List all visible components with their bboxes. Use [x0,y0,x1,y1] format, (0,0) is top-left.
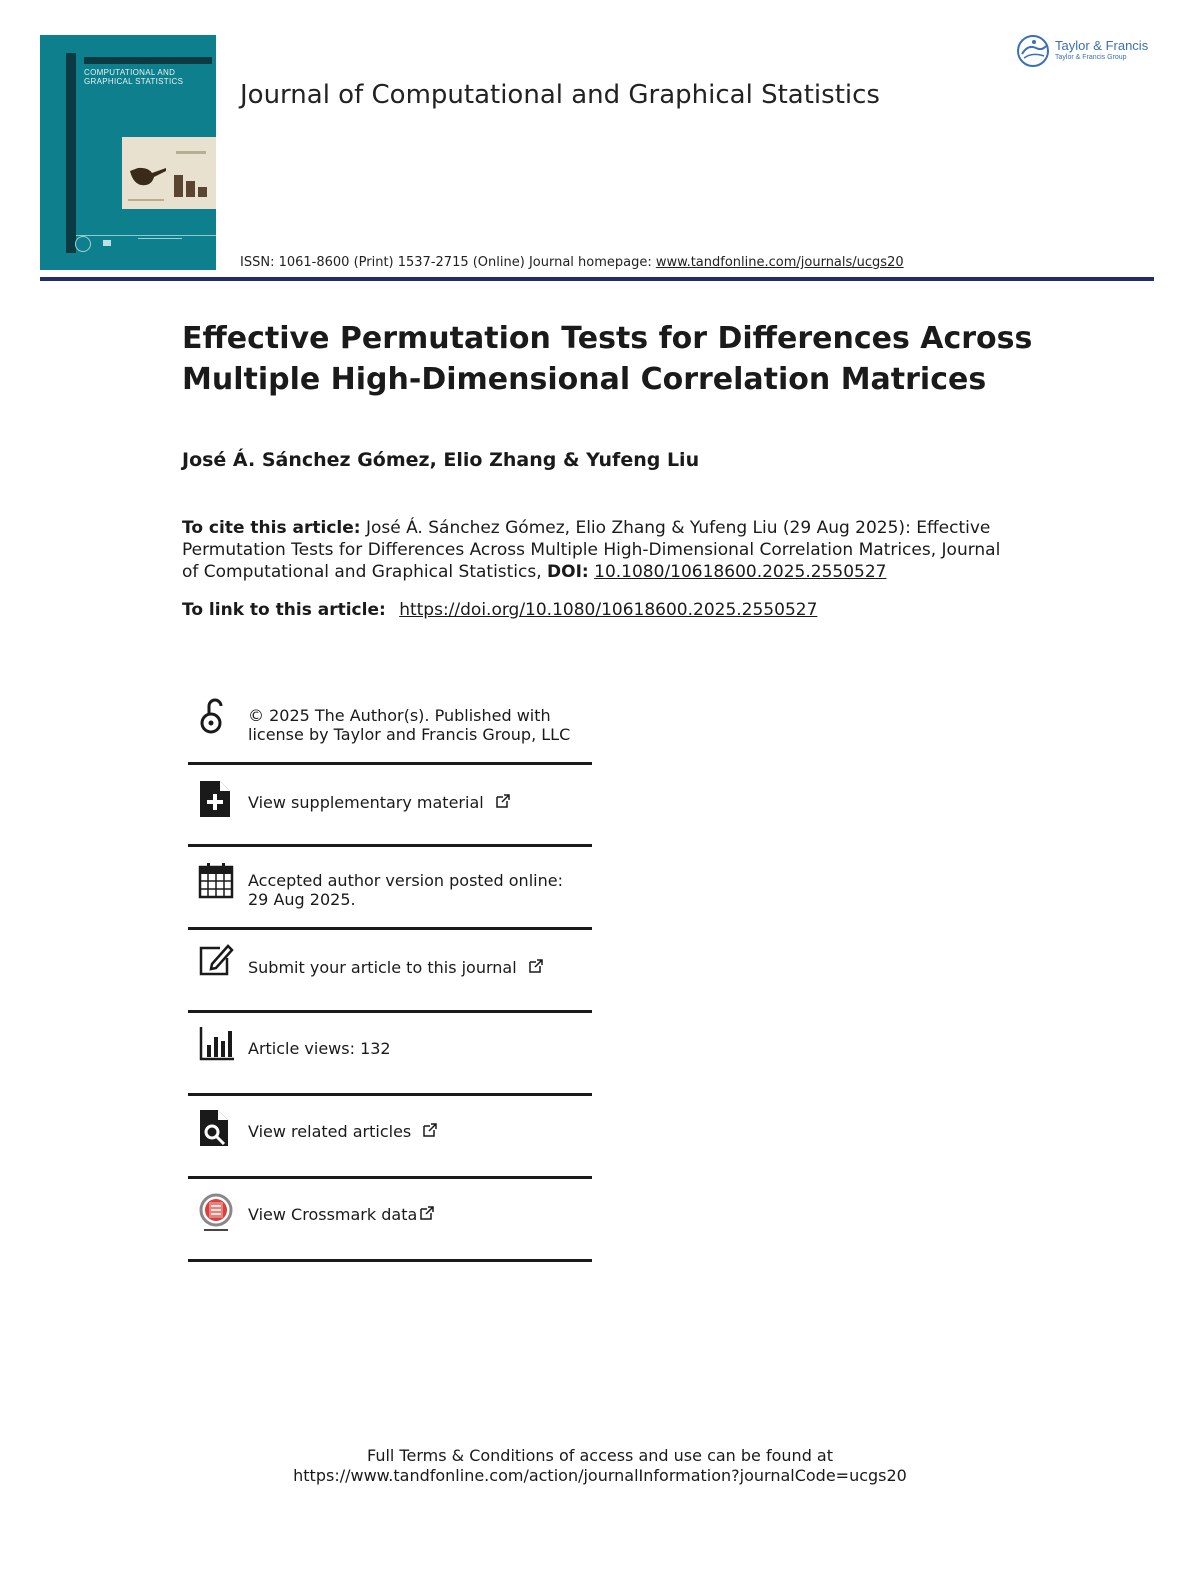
article-views-row [188,1013,592,1096]
cover-band [84,57,212,64]
cover-title-line1: COMPUTATIONAL AND [84,68,176,77]
cover-illustration [122,137,216,209]
supplementary-link[interactable] [248,793,588,812]
cite-label: To cite this article: [182,518,361,538]
cover-badge-icon [103,240,111,246]
article-doi-url[interactable]: https://doi.org/10.1080/10618600.2025.2550527 [399,600,818,620]
issn-text: ISSN: 1061-8600 (Print) 1537-2715 (Online) Journal homepage: [240,255,656,270]
cover-spine [66,53,76,253]
related-articles-label: View related articles [248,1122,412,1141]
article-views-text: Article views: 132 [248,1039,391,1058]
related-articles-link[interactable] [248,1122,588,1141]
journal-title: Journal of Computational and Graphical Statistics [240,80,880,110]
bar-chart-icon [198,1023,234,1063]
footer-terms [0,1446,1200,1486]
crossmark-icon [198,1193,234,1233]
header-divider [40,277,1154,281]
footer-terms-url[interactable]: https://www.tandfonline.com/action/journalInformation?journalCode=ucgs20 [293,1466,907,1485]
supplementary-row[interactable] [188,765,592,847]
article-title: Effective Permutation Tests for Differences Across Multiple High-Dimensional Correlation Matrices [182,321,1033,397]
cover-seal-icon [75,236,91,252]
citation-block [182,517,1012,583]
crossmark-row[interactable] [188,1179,592,1262]
doi-link[interactable]: 10.1080/10618600.2025.2550527 [594,562,887,582]
edit-icon [198,940,234,980]
search-document-icon [198,1108,234,1148]
accepted-version-row [188,847,592,930]
submit-article-label: Submit your article to this journal [248,958,517,977]
taylor-francis-logo-icon [1016,34,1052,70]
article-link-line [182,600,817,620]
license-row [188,690,592,765]
cover-title-line2: GRAPHICAL STATISTICS [84,77,184,86]
journal-homepage-link[interactable]: www.tandfonline.com/journals/ucgs20 [655,255,904,270]
journal-cover-image [40,35,216,270]
cite-text: José Á. Sánchez Gómez, Elio Zhang & Yufeng Liu (29 Aug 2025): Effective Permutation Tests for Differences Across Multiple High-Dimensional Correlation Matrices, Journal of Computational and Graphical Statistics, [182,518,1001,582]
accepted-version-text: Accepted author version posted online: 29 Aug 2025. [248,871,563,909]
related-articles-row[interactable] [188,1096,592,1179]
crossmark-link[interactable] [248,1205,588,1224]
calendar-icon [198,861,234,901]
article-info-list [188,690,592,1262]
issn-line [240,255,904,270]
external-link-icon [419,1205,435,1221]
supplementary-label: View supplementary material [248,793,484,812]
doi-label: DOI: [547,562,589,582]
supplementary-file-icon [198,779,234,819]
publisher-subtitle: Taylor & Francis Group [1055,54,1127,61]
open-access-icon [198,696,234,736]
link-label: To link to this article: [182,600,386,620]
external-link-icon [422,1122,438,1138]
article-authors: José Á. Sánchez Gómez, Elio Zhang & Yufeng Liu [182,449,700,471]
submit-article-row[interactable] [188,930,592,1013]
cover-title [84,68,183,86]
publisher-name: Taylor & Francis [1055,38,1149,53]
external-link-icon [495,793,511,809]
external-link-icon [528,958,544,974]
footer-line1: Full Terms & Conditions of access and use can be found at [366,1446,834,1465]
submit-article-link[interactable] [248,958,588,977]
license-text: © 2025 The Author(s). Published with license by Taylor and Francis Group, LLC [248,706,571,744]
cover-rule [76,235,216,236]
crossmark-label: View Crossmark data [248,1205,418,1224]
cover-publisher-mark [138,238,182,249]
